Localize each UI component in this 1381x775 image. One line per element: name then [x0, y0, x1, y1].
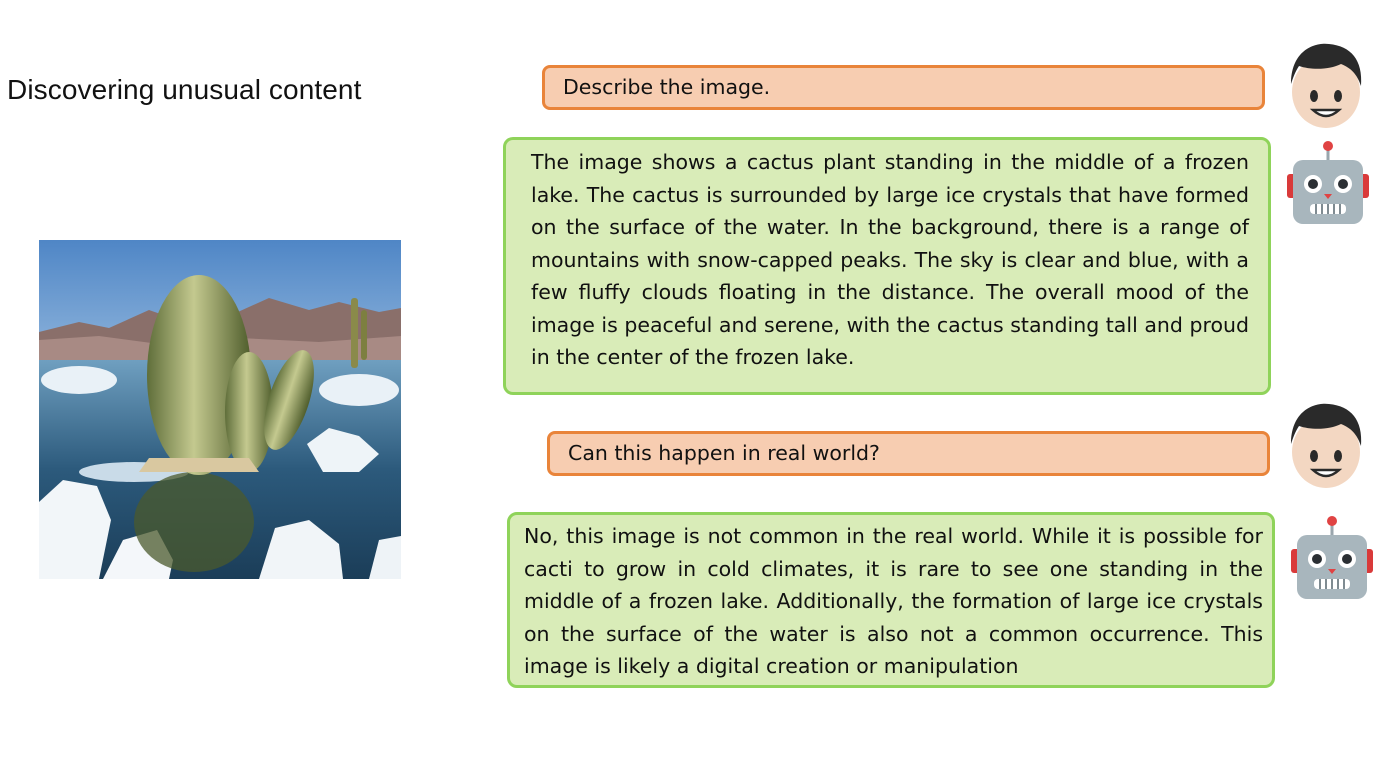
slide-title: Discovering unusual content — [7, 74, 362, 105]
cactus-frozen-lake-photo — [39, 240, 401, 579]
user-question-bubble — [547, 431, 1270, 476]
assistant-answer-bubble — [507, 512, 1275, 688]
robot-face-icon — [1285, 140, 1371, 226]
boy-face-icon — [1285, 400, 1367, 490]
user-question-bubble — [542, 65, 1265, 110]
user-question-text: Describe the image. — [563, 75, 771, 100]
boy-face-icon — [1285, 40, 1367, 130]
robot-face-icon — [1289, 515, 1375, 601]
assistant-answer-text: The image shows a cactus plant standing in the middle of a frozen lake. The cactus is surrounded by large ice crystals that have formed on the surface of the water. In the background, there is a range of mountains with snow-capped peaks. The sky is clear and blue, with a few fluffy clouds floating in the distance. The overall mood of the image is peaceful and serene, with the cactus standing tall and proud in the center of the frozen lake. — [531, 150, 1249, 369]
assistant-answer-text: No, this image is not common in the real world. While it is possible for cacti to grow in cold climates, it is rare to see one standing in the middle of a frozen lake. Additionally, the formation of large ice crystals on the surface of the water is also not a common occurrence. This image is likely a digital creation or manipulation — [524, 524, 1263, 678]
user-question-text: Can this happen in real world? — [568, 441, 880, 466]
assistant-answer-bubble — [503, 137, 1271, 395]
